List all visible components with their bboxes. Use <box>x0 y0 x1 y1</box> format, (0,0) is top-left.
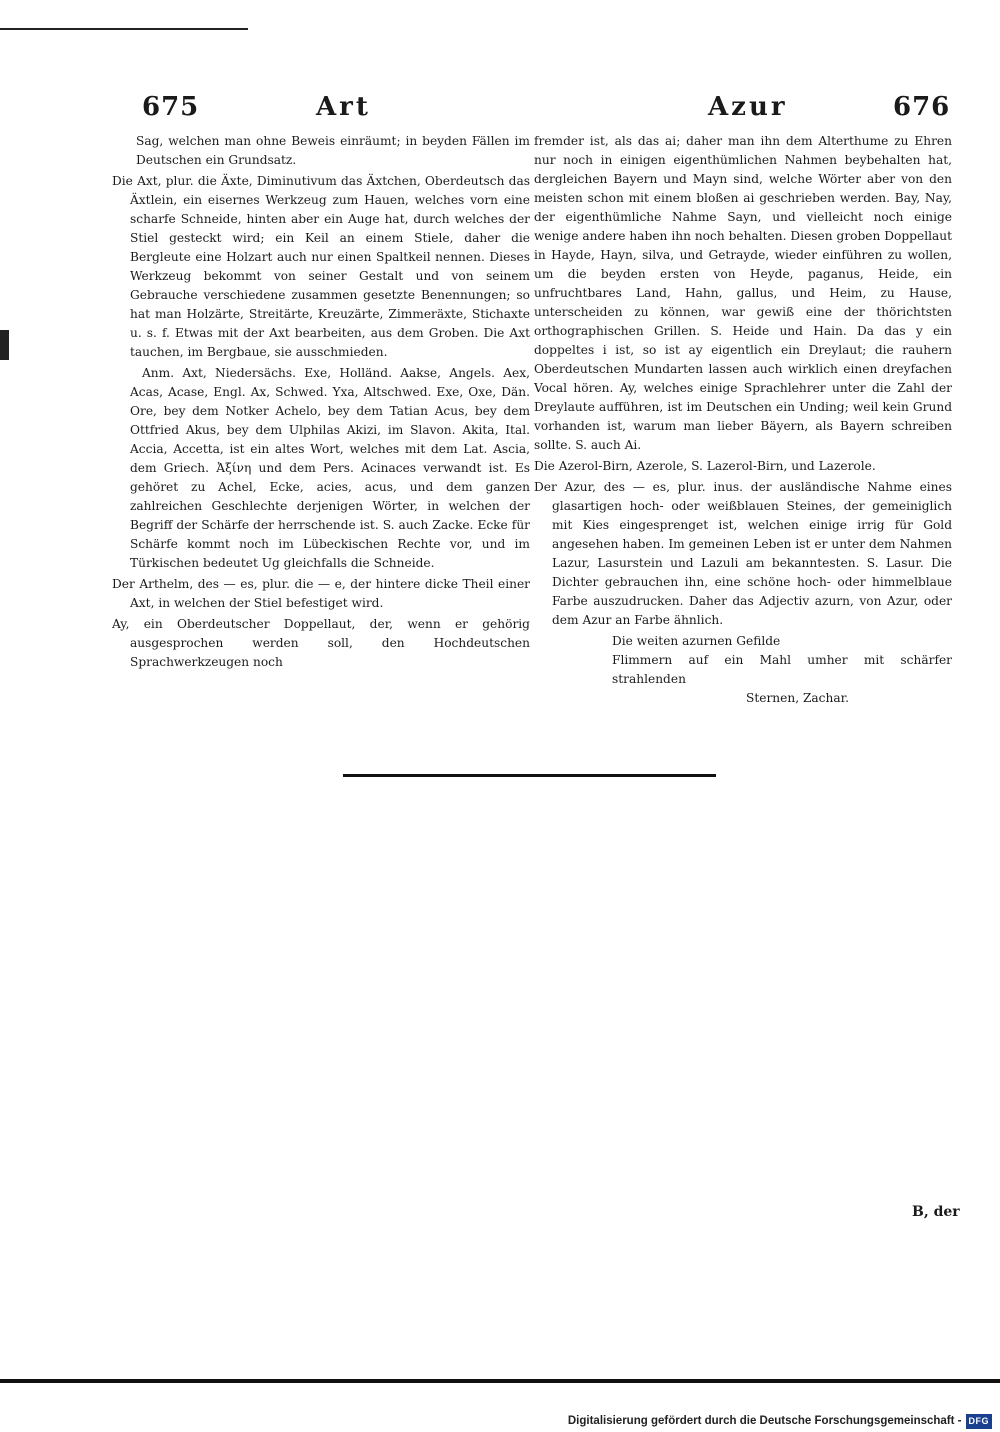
entry-ay-continuation: fremder ist, als das ai; daher man ihn dem Alterthume zu Ehren nur noch in einigen eigenthümlichen Nahmen beybehalten hat, dergleichen Bayern und Mayn sind, welche Wörter aber von den meisten schon mit einem bloßen ai geschrieben werden. Bay, Nay, der eigenthümliche Nahme Sayn, und vielleicht noch einige wenige andere haben ihn noch behalten. Diesen groben Doppellaut in Hayde, Hayn, silva, und Getrayde, wieder einführen zu wollen, um die beyden ersten von Heyde, paganus, Heide, ein unfruchtbares Land, Hahn, gallus, und Heim, zu Hause, unterscheiden zu können, war gewiß eine der thörichtsten orthographischen Grillen. S. Heide und Hain. Da das y ein doppeltes i ist, so ist ay eigentlich ein Dreylaut; die rauhern Oberdeutschen Mundarten lassen auch wirklich einen dreyfachen Vocal hören. Ay, welches einige Sprachlehrer unter die Zahl der Dreylaute aufführen, ist im Deutschen ein Unding; weil kein Grund vorhanden ist, warum man lieber Bäyern, als Bayern schreiben sollte. S. auch Ai. <box>534 134 952 452</box>
dfg-logo-icon: DFG <box>966 1414 993 1429</box>
bottom-rule <box>0 1379 1000 1383</box>
poem-line: Sternen, Zachar. <box>746 691 849 705</box>
entry-ay: Ay, ein Oberdeutscher Doppellaut, der, wenn er gehörig ausgesprochen werden soll, den Hochdeutschen Sprachwerkzeugen noch <box>112 617 530 669</box>
right-column <box>534 132 952 708</box>
poem-quotation <box>534 632 952 708</box>
etymology-note: Anm. Axt, Niedersächs. Exe, Holländ. Aakse, Angels. Aex, Acas, Acase, Engl. Ax, Schwed. Yxa, Altschwed. Exe, Oxe, Dän. Ore, bey dem Notker Achelo, bey dem Tatian Acus, bey dem Ottfried Akus, bey dem Ulphilas Akizi, im Slavon. Akita, Ital. Accia, Accetta, ist ein altes Wort, welches mit dem Lat. Ascia, dem Griech. Ἀξίνη und dem Pers. Acinaces verwandt ist. Es gehöret zu Achel, Ecke, acies, acus, und dem ganzen zahlreichen Geschlechte derjenigen Wörter, in welchen der Begriff der Schärfe der herrschende ist. S. auch Zacke. Ecke für Schärfe kommt noch im Lübeckischen Rechte vor, und im Türkischen bedeutet Ug gleichfalls die Schneide. <box>130 366 530 570</box>
left-page-number: 675 <box>142 92 200 122</box>
entry-continuation: Sag, welchen man ohne Beweis einräumt; in beyden Fällen im Deutschen ein Grundsatz. <box>136 134 530 167</box>
funding-footer <box>568 1413 992 1429</box>
margin-mark <box>0 330 9 360</box>
entry-axt: Die Axt, plur. die Äxte, Diminutivum das Äxtchen, Oberdeutsch das Äxtlein, ein eisernes Werkzeug zum Hauen, welches vorn eine scharfe Schneide, hinten aber ein Auge hat, durch welches der Stiel gesteckt wird; ein Keil an einem Stiele, daher die Bergleute eine Holzart auch nur einen Spaltkeil nennen. Dieses Werkzeug bekommt von seiner Gestalt und von seinem Gebrauche verschiedene zusammen gesetzte Benennungen; so hat man Holzärte, Streitärte, Kreuzärte, Zimmeräxte, Stichaxte u. s. f. Etwas mit der Axt bearbeiten, aus dem Groben. Die Axt tauchen, im Bergbaue, sie ausschmieden. <box>112 174 530 359</box>
left-column <box>112 132 530 674</box>
left-running-headword: Art <box>316 92 371 122</box>
right-page-number: 676 <box>893 92 951 122</box>
right-running-headword: Azur <box>708 92 788 122</box>
footer-text: Digitalisierung gefördert durch die Deutsche Forschungsgemeinschaft - <box>567 1415 962 1427</box>
poem-line: Flimmern auf ein Mahl umher mit schärfer strahlenden <box>612 653 952 686</box>
top-rule <box>0 28 248 30</box>
catchword: B, der <box>912 1204 960 1220</box>
entry-azerol-birn: Die Azerol-Birn, Azerole, S. Lazerol-Birn, und Lazerole. <box>534 459 876 473</box>
poem-line: Die weiten azurnen Gefilde <box>612 634 781 648</box>
entry-azur: Der Azur, des — es, plur. inus. der ausländische Nahme eines glasartigen hoch- oder weißblauen Steines, der gemeiniglich mit Kies eingesprenget ist, welchen einige irrig für Gold angesehen haben. Im gemeinen Leben ist er unter dem Nahmen Lazur, Lasurstein und Lazuli am bekanntesten. S. Lasur. Die Dichter gebrauchen ihn, eine schöne hoch- oder himmelblaue Farbe auszudrucken. Daher das Adjectiv azurn, von Azur, oder dem Azur an Farbe ähnlich. <box>534 480 952 627</box>
section-end-rule <box>343 774 716 777</box>
entry-arthelm: Der Arthelm, des — es, plur. die — e, der hintere dicke Theil einer Axt, in welchen der Stiel befestiget wird. <box>112 577 530 610</box>
